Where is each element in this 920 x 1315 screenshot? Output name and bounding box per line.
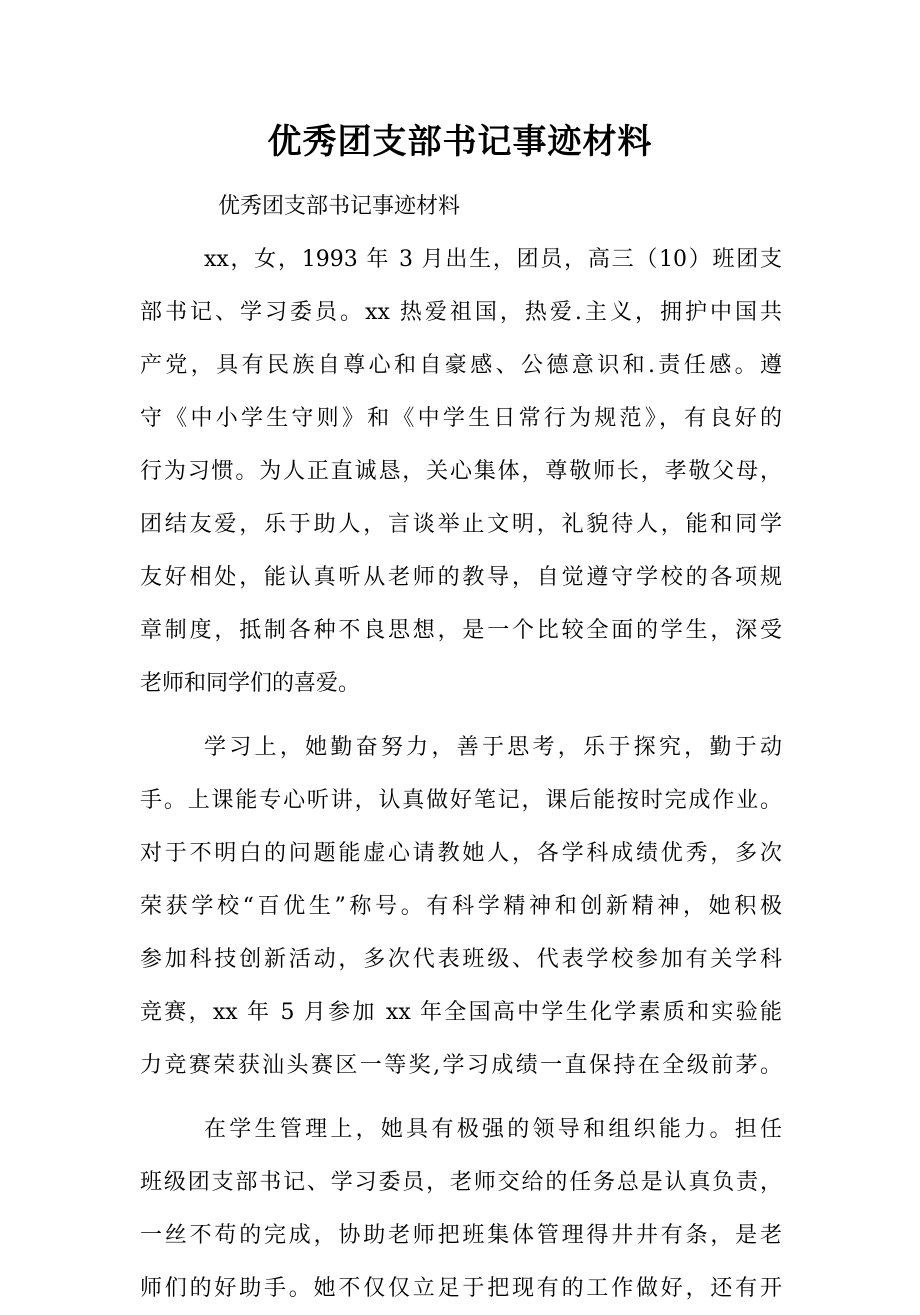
paragraph-3-line: 一丝不苟的完成，协助老师把班集体管理得井井有条，是老 xyxy=(140,1223,782,1248)
document-title: 优秀团支部书记事迹材料 xyxy=(267,122,653,162)
paragraph-3-line: 班级团支部书记、学习委员，老师交给的任务总是认真负责， xyxy=(140,1170,782,1195)
paragraph-3-line: 师们的好助手。她不仅仅立足于把现有的工作做好，还有开 xyxy=(140,1276,782,1301)
paragraph-1-line: xx，女，1993 年 3 月出生，团员，高三（10）班团支 xyxy=(204,247,782,272)
paragraph-1-line: 团结友爱，乐于助人，言谈举止文明，礼貌待人，能和同学 xyxy=(140,512,782,537)
paragraph-2-line: 参加科技创新活动，多次代表班级、代表学校参加有关学科 xyxy=(140,947,782,972)
document-body xyxy=(140,180,782,1315)
paragraph-1-line: 部书记、学习委员。xx 热爱祖国，热爱.主义，拥护中国共 xyxy=(140,300,782,325)
paragraph-gap xyxy=(140,1092,782,1103)
paragraph-2-line: 学习上，她勤奋努力，善于思考，乐于探究，勤于动 xyxy=(204,735,782,760)
paragraph-1-line: 产党，具有民族自尊心和自豪感、公德意识和.责任感。遵 xyxy=(140,353,782,378)
paragraph-1-line: 老师和同学们的喜爱。 xyxy=(140,671,361,696)
document-subtitle: 优秀团支部书记事迹材料 xyxy=(218,194,461,219)
paragraph-1-line: 章制度，抵制各种不良思想，是一个比较全面的学生，深受 xyxy=(140,618,782,643)
paragraph-1-line: 友好相处，能认真听从老师的教导，自觉遵守学校的各项规 xyxy=(140,565,782,590)
paragraph-1-line: 行为习惯。为人正直诚恳，关心集体，尊敬师长，孝敬父母， xyxy=(140,459,782,484)
paragraph-3-line: 在学生管理上，她具有极强的领导和组织能力。担任 xyxy=(204,1117,782,1142)
paragraph-1-line: 守《中小学生守则》和《中学生日常行为规范》，有良好的 xyxy=(140,406,782,431)
paragraph-2-line: 竞赛，xx 年 5 月参加 xx 年全国高中学生化学素质和实验能 xyxy=(140,1000,782,1025)
paragraph-2-line: 对于不明白的问题能虚心请教她人，各学科成绩优秀，多次 xyxy=(140,841,782,866)
paragraph-2-line: 力竞赛荣获汕头赛区一等奖,学习成绩一直保持在全级前茅。 xyxy=(140,1053,782,1078)
paragraph-2-line: 手。上课能专心听讲，认真做好笔记，课后能按时完成作业。 xyxy=(140,788,782,813)
paragraph-gap xyxy=(140,710,782,721)
paragraph-2-line: 荣获学校“百优生”称号。有科学精神和创新精神，她积极 xyxy=(140,894,782,919)
